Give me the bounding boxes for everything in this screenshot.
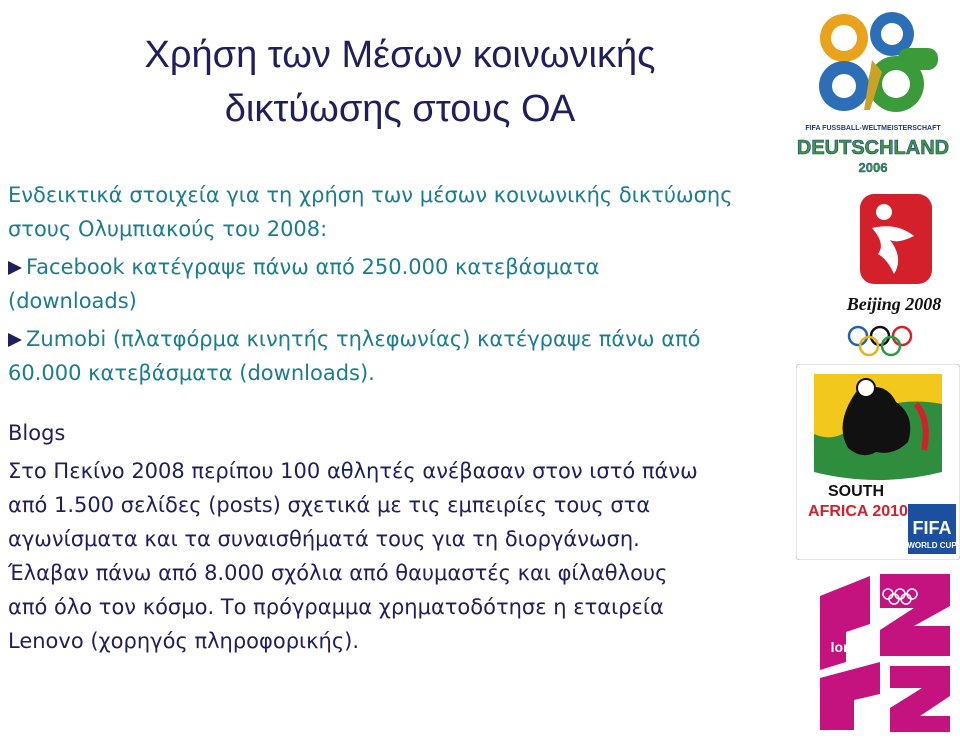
south-africa-2010-logo	[796, 364, 960, 560]
slide-body	[8, 178, 808, 658]
beijing-caption: Beijing 2008	[846, 294, 942, 314]
blogs-line-3: αγωνίσματα και τα συναισθήματά τους για τη διοργάνωση.	[8, 527, 640, 551]
sa-line-2: AFRICA 2010	[808, 503, 908, 520]
beijing-2008-logo	[828, 188, 960, 360]
title-line-1: Χρήση των Μέσων κοινωνικής	[144, 34, 656, 76]
blogs-line-4: Έλαβαν πάνω από 8.000 σχόλια από θαυμαστές και φίλαθλους	[8, 561, 668, 585]
bullet-arrow-icon	[8, 333, 22, 347]
germany-caption-3: 2006	[858, 160, 888, 175]
blogs-line-1: Στο Πεκίνο 2008 περίπου 100 αθλητές ανέβασαν στον ιστό πάνω	[8, 459, 698, 483]
bullet-arrow-icon	[8, 261, 22, 275]
london-2012-logo	[810, 566, 960, 736]
slide-title	[0, 28, 800, 136]
blogs-line-5: από όλο τον κόσμο. Το πρόγραμμα χρηματοδότησε η εταιρεία	[8, 595, 664, 619]
germany-caption-1: FIFA FUSSBALL-WELTMEISTERSCHAFT	[805, 125, 941, 132]
bullet-zumobi-cont: 60.000 κατεβάσματα (downloads).	[8, 361, 375, 385]
blogs-heading: Blogs	[8, 421, 66, 445]
event-logos	[780, 0, 960, 740]
london-caption: london	[830, 639, 878, 655]
fifa-line-2: WORLD CUP	[907, 541, 957, 550]
fifa-line-1: FIFA	[912, 518, 952, 538]
title-line-2: δικτύωσης στους ΟΑ	[224, 88, 576, 130]
germany-2006-logo	[786, 2, 960, 178]
intro-line-1: Ενδεικτικά στοιχεία για τη χρήση των μέσων κοινωνικής δικτύωσης	[8, 183, 733, 207]
blogs-line-2: από 1.500 σελίδες (posts) σχετικά με τις εμπειρίες τους στα	[8, 493, 651, 517]
intro-line-2: στους Ολυμπιακούς του 2008:	[8, 217, 328, 241]
bullet-facebook: Facebook κατέγραψε πάνω από 250.000 κατεβάσματα	[8, 250, 808, 284]
bullet-facebook-cont: (downloads)	[8, 289, 137, 313]
germany-caption-2: DEUTSCHLAND	[796, 137, 950, 159]
sa-line-1: SOUTH	[828, 483, 884, 500]
blogs-line-6: Lenovo (χορηγός πληροφορικής).	[8, 629, 360, 653]
bullet-zumobi: Zumobi (πλατφόρμα κινητής τηλεφωνίας) κατέγραψε πάνω από	[8, 322, 808, 356]
